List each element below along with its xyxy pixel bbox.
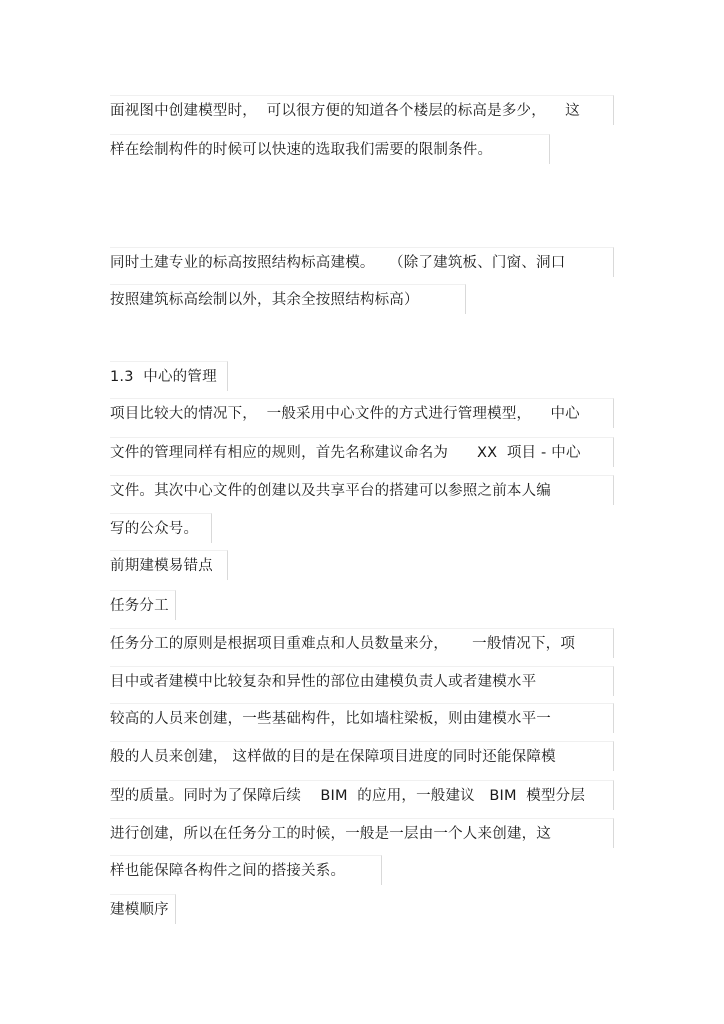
text-line-3: 同时土建专业的标高按照结构标高建模。 （除了建筑板、门窗、洞口	[110, 247, 614, 277]
text-line-17: 进行创建，所以在任务分工的时候，一般是一层由一个人来创建，这	[110, 818, 614, 848]
section-heading-1-3: 1.3 中心的管理	[110, 361, 228, 391]
text-line-9: 写的公众号。	[110, 513, 212, 543]
text-line-6: 项目比较大的情况下， 一般采用中心文件的方式进行管理模型， 中心	[110, 398, 614, 428]
text-line-7: 文件的管理同样有相应的规则，首先名称建议命名为 XX 项目 - 中心	[110, 437, 614, 467]
text-line-14: 较高的人员来创建，一些基础构件，比如墙柱梁板，则由建模水平一	[110, 703, 614, 733]
heading-modeling-order: 建模顺序	[110, 894, 176, 924]
text-line-16: 型的质量。同时为了保障后续 BIM 的应用，一般建议 BIM 模型分层	[110, 780, 614, 810]
text-line-13: 目中或者建模中比较复杂和异性的部位由建模负责人或者建模水平	[110, 666, 614, 696]
text-line-15: 般的人员来创建， 这样做的目的是在保障项目进度的同时还能保障模	[110, 741, 614, 771]
text-line-18: 样也能保障各构件之间的搭接关系。	[110, 855, 382, 885]
text-line-8: 文件。其次中心文件的创建以及共享平台的搭建可以参照之前本人编	[110, 475, 614, 505]
text-line-12: 任务分工的原则是根据项目重难点和人员数量来分， 一般情况下，项	[110, 628, 614, 658]
text-line-1: 面视图中创建模型时， 可以很方便的知道各个楼层的标高是多少， 这	[110, 95, 614, 125]
heading-task-division: 任务分工	[110, 590, 176, 620]
text-line-4: 按照建筑标高绘制以外，其余全按照结构标高）	[110, 284, 466, 314]
text-line-2: 样在绘制构件的时候可以快速的选取我们需要的限制条件。	[110, 134, 550, 164]
heading-early-modeling-errors: 前期建模易错点	[110, 550, 228, 580]
